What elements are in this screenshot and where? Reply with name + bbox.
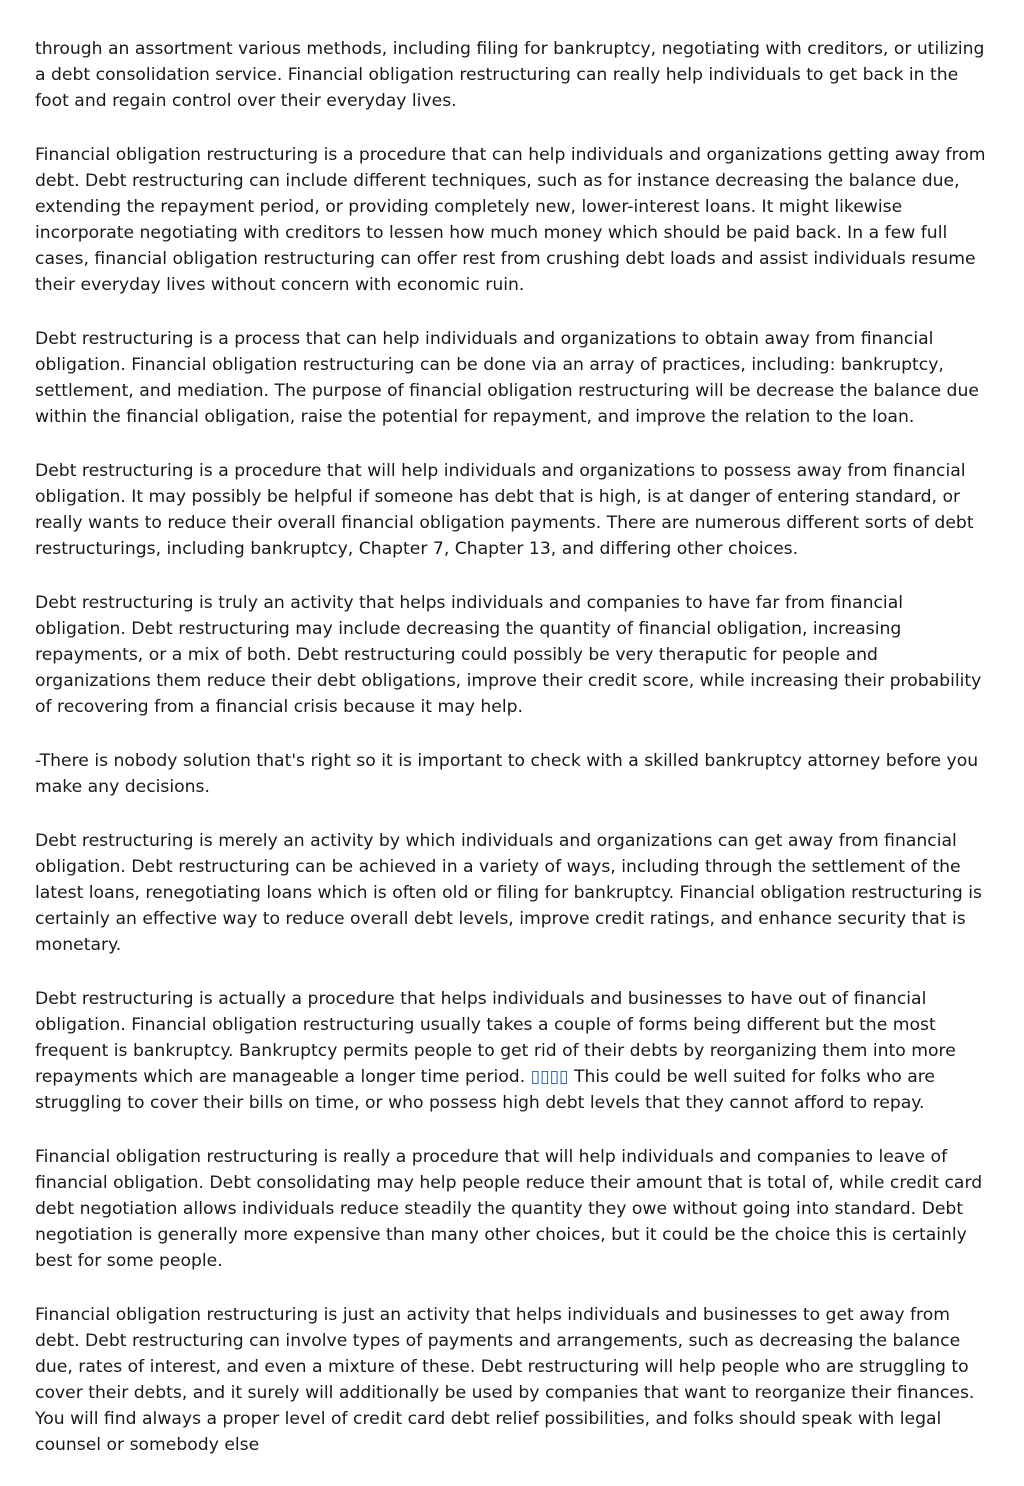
paragraph-3: Debt restructuring is a process that can help individuals and organizations to obtain away from financial obligation. Financial obligation restructuring can be done via an array of practices, including: bankruptcy, settlement, and mediation. The purpose of financial obligation restructuring will be decrease the balance due within the financial obligation, raise the potential for repayment, and improve the relation to the loan.	[35, 329, 979, 427]
paragraph-7: Debt restructuring is merely an activity by which individuals and organizations can get away from financial obligation. Debt restructuring can be achieved in a variety of ways, including through the settlement of the latest loans, renegotiating loans which is often old or filing for bankruptcy. Financial obligation restructuring is certainly an effective way to reduce overall debt levels, improve credit ratings, and enhance security that is monetary.	[35, 831, 982, 955]
paragraph-9: Financial obligation restructuring is really a procedure that will help individuals and companies to leave of financial obligation. Debt consolidating may help people reduce their amount that is total of, while credit card debt negotiation allows individuals reduce steadily the quantity they owe without going into standard. Debt negotiation is generally more expensive than many other choices, but it could be the choice this is certainly best for some people.	[35, 1147, 983, 1271]
paragraph-2: Financial obligation restructuring is a procedure that can help individuals and organizations getting away from debt. Debt restructuring can include different techniques, such as for instance decreasing the balance due, extending the repayment period, or providing completely new, lower-interest loans. It might likewise incorporate negotiating with creditors to lessen how much money which should be paid back. In a few full cases, financial obligation restructuring can offer rest from crushing debt loads and assist individuals resume their everyday lives without concern with economic ruin.	[35, 145, 986, 295]
paragraph-1: through an assortment various methods, including filing for bankruptcy, negotiating with creditors, or utilizing a debt consolidation service. Financial obligation restructuring can really help individuals to get back in the foot and regain control over their everyday lives.	[35, 39, 985, 111]
paragraph-10: Financial obligation restructuring is just an activity that helps individuals and businesses to get away from debt. Debt restructuring can involve types of payments and arrangements, such as decreasing the balance due, rates of interest, and even a mixture of these. Debt restructuring will help people who are struggling to cover their debts, and it surely will additionally be used by companies that want to reorganize their finances. You will find always a proper level of credit card debt relief possibilities, and folks should speak with legal counsel or somebody else	[35, 1305, 975, 1455]
document-body	[35, 36, 995, 1486]
paragraph-6: -There is nobody solution that's right so it is important to check with a skilled bankruptcy attorney before you make any decisions.	[35, 751, 979, 797]
paragraph-4: Debt restructuring is a procedure that will help individuals and organizations to possess away from financial obligation. It may possibly be helpful if someone has debt that is high, is at danger of entering standard, or really wants to reduce their overall financial obligation payments. There are numerous different sorts of debt restructurings, including bankruptcy, Chapter 7, Chapter 13, and differing other choices.	[35, 461, 974, 559]
paragraph-8-text-after: This could be well suited for folks who are struggling to cover their bills on time, or who possess high debt levels that they cannot afford to repay.	[35, 1067, 935, 1113]
paragraph-8	[35, 986, 995, 1116]
paragraph-8-text-before: Debt restructuring is actually a procedure that helps individuals and businesses to have out of financial obligation. Financial obligation restructuring usually takes a couple of forms being different but the most frequent is bankruptcy. Bankruptcy permits people to get rid of their debts by reorganizing them into more repayments which are manageable a longer time period.	[35, 989, 956, 1087]
inline-link[interactable]: ▯▯▯▯	[530, 1067, 569, 1087]
paragraph-5: Debt restructuring is truly an activity that helps individuals and companies to have far from financial obligation. Debt restructuring may include decreasing the quantity of financial obligation, increasing repayments, or a mix of both. Debt restructuring could possibly be very theraputic for people and organizations them reduce their debt obligations, improve their credit score, while increasing their probability of recovering from a financial crisis because it may help.	[35, 593, 982, 717]
